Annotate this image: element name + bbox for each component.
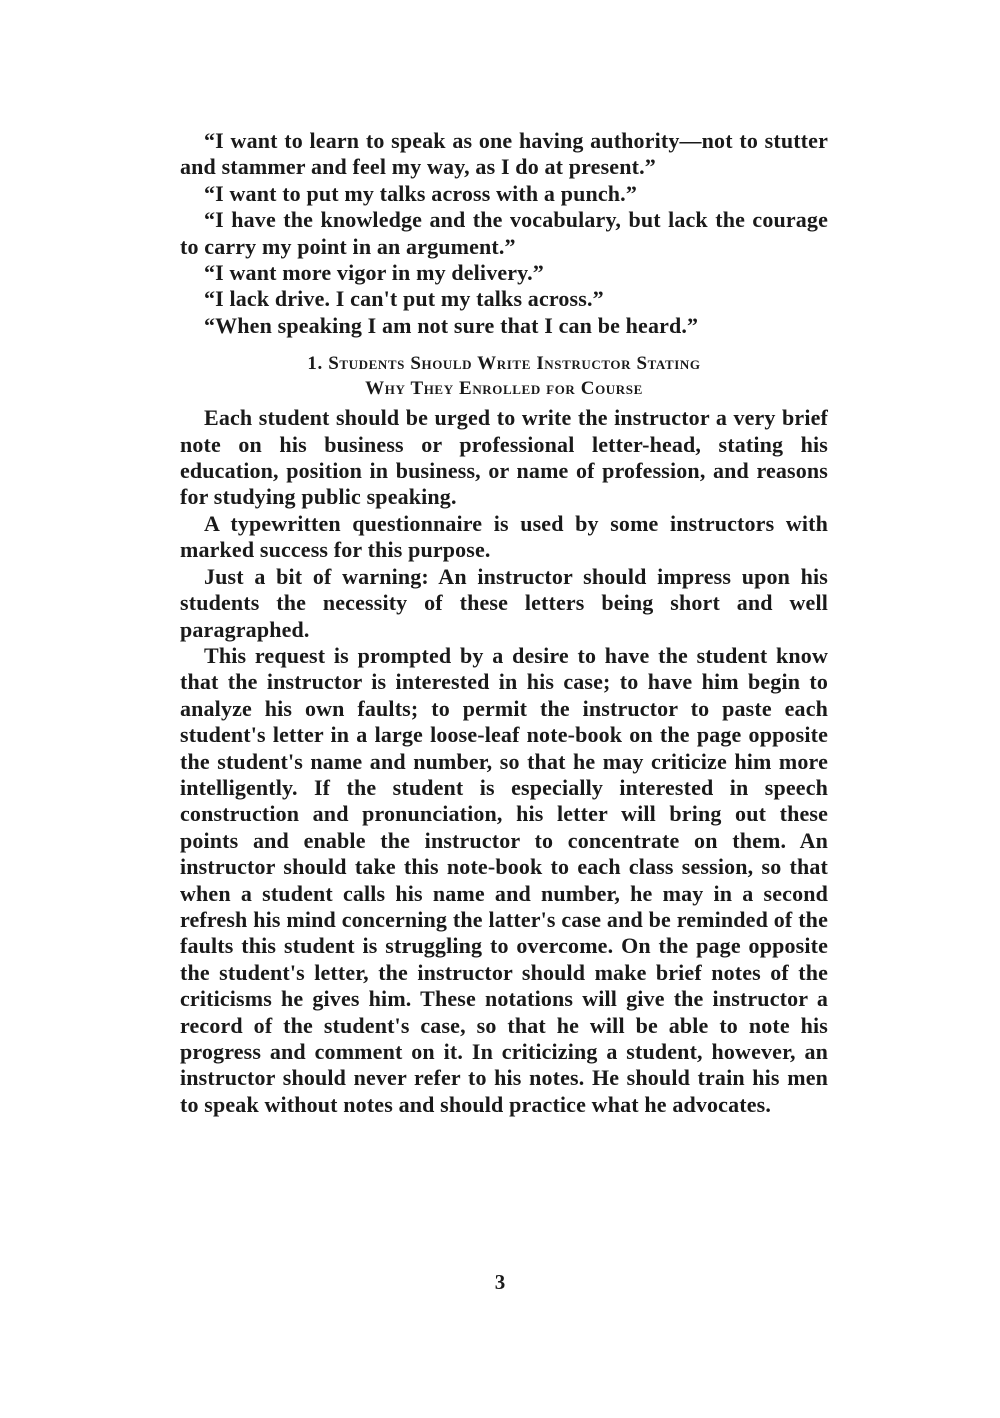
quote-1: “I want to learn to speak as one having authority—not to stutter and stammer and feel my way, as I do at present.” [180, 128, 828, 180]
quote-3: “I have the knowledge and the vocabulary, but lack the courage to carry my point in an argument.” [180, 207, 828, 259]
section-heading [180, 351, 828, 401]
page-content [180, 128, 828, 1118]
quote-2: “I want to put my talks across with a punch.” [204, 180, 637, 206]
paragraph-3: Just a bit of warning: An instructor should impress upon his students the necessity of these letters being short and well paragraphed. [180, 563, 828, 642]
section-heading-line-2: Why They Enrolled for Course [365, 378, 643, 400]
quote-4: “I want more vigor in my delivery.” [204, 260, 544, 286]
page-number: 3 [494, 1270, 506, 1294]
text-block [180, 128, 828, 1118]
section-heading-line-1: 1. Students Should Write Instructor Stating [307, 353, 701, 375]
paragraph-1: Each student should be urged to write the instructor a very brief note on his business or professional letter-head, stating his education, position in business, or name of profession, and reasons for studying public speaking. [180, 405, 828, 510]
paragraph-4: This request is prompted by a desire to have the student know that the instructor is interested in his case; to have him begin to analyze his own faults; to permit the instructor to paste each student's letter in a large loose-leaf note-book on the page opposite the student's name and number, so that he may criticize him more intelligently. If the student is especially interested in speech construction and pronunciation, his letter will bring out these points and enable the instructor to concentrate on them. An instructor should take this note-book to each class session, so that when a student calls his name and number, he may in a second refresh his mind concerning the latter's case and be reminded of the faults this student is struggling to overcome. On the page opposite the student's letter, the instructor should make brief notes of the criticisms he gives him. These notations will give the instructor a record of the student's case, so that he will be able to note his progress and comment on it. In criticizing a student, however, an instructor should never refer to his notes. He should train his men to speak without notes and should practice what he advocates. [180, 642, 828, 1117]
paragraph-2: A typewritten questionnaire is used by some instructors with marked success for this purpose. [180, 510, 828, 563]
quote-5: “I lack drive. I can't put my talks across.” [204, 286, 604, 312]
quote-6: “When speaking I am not sure that I can be heard.” [204, 312, 699, 338]
